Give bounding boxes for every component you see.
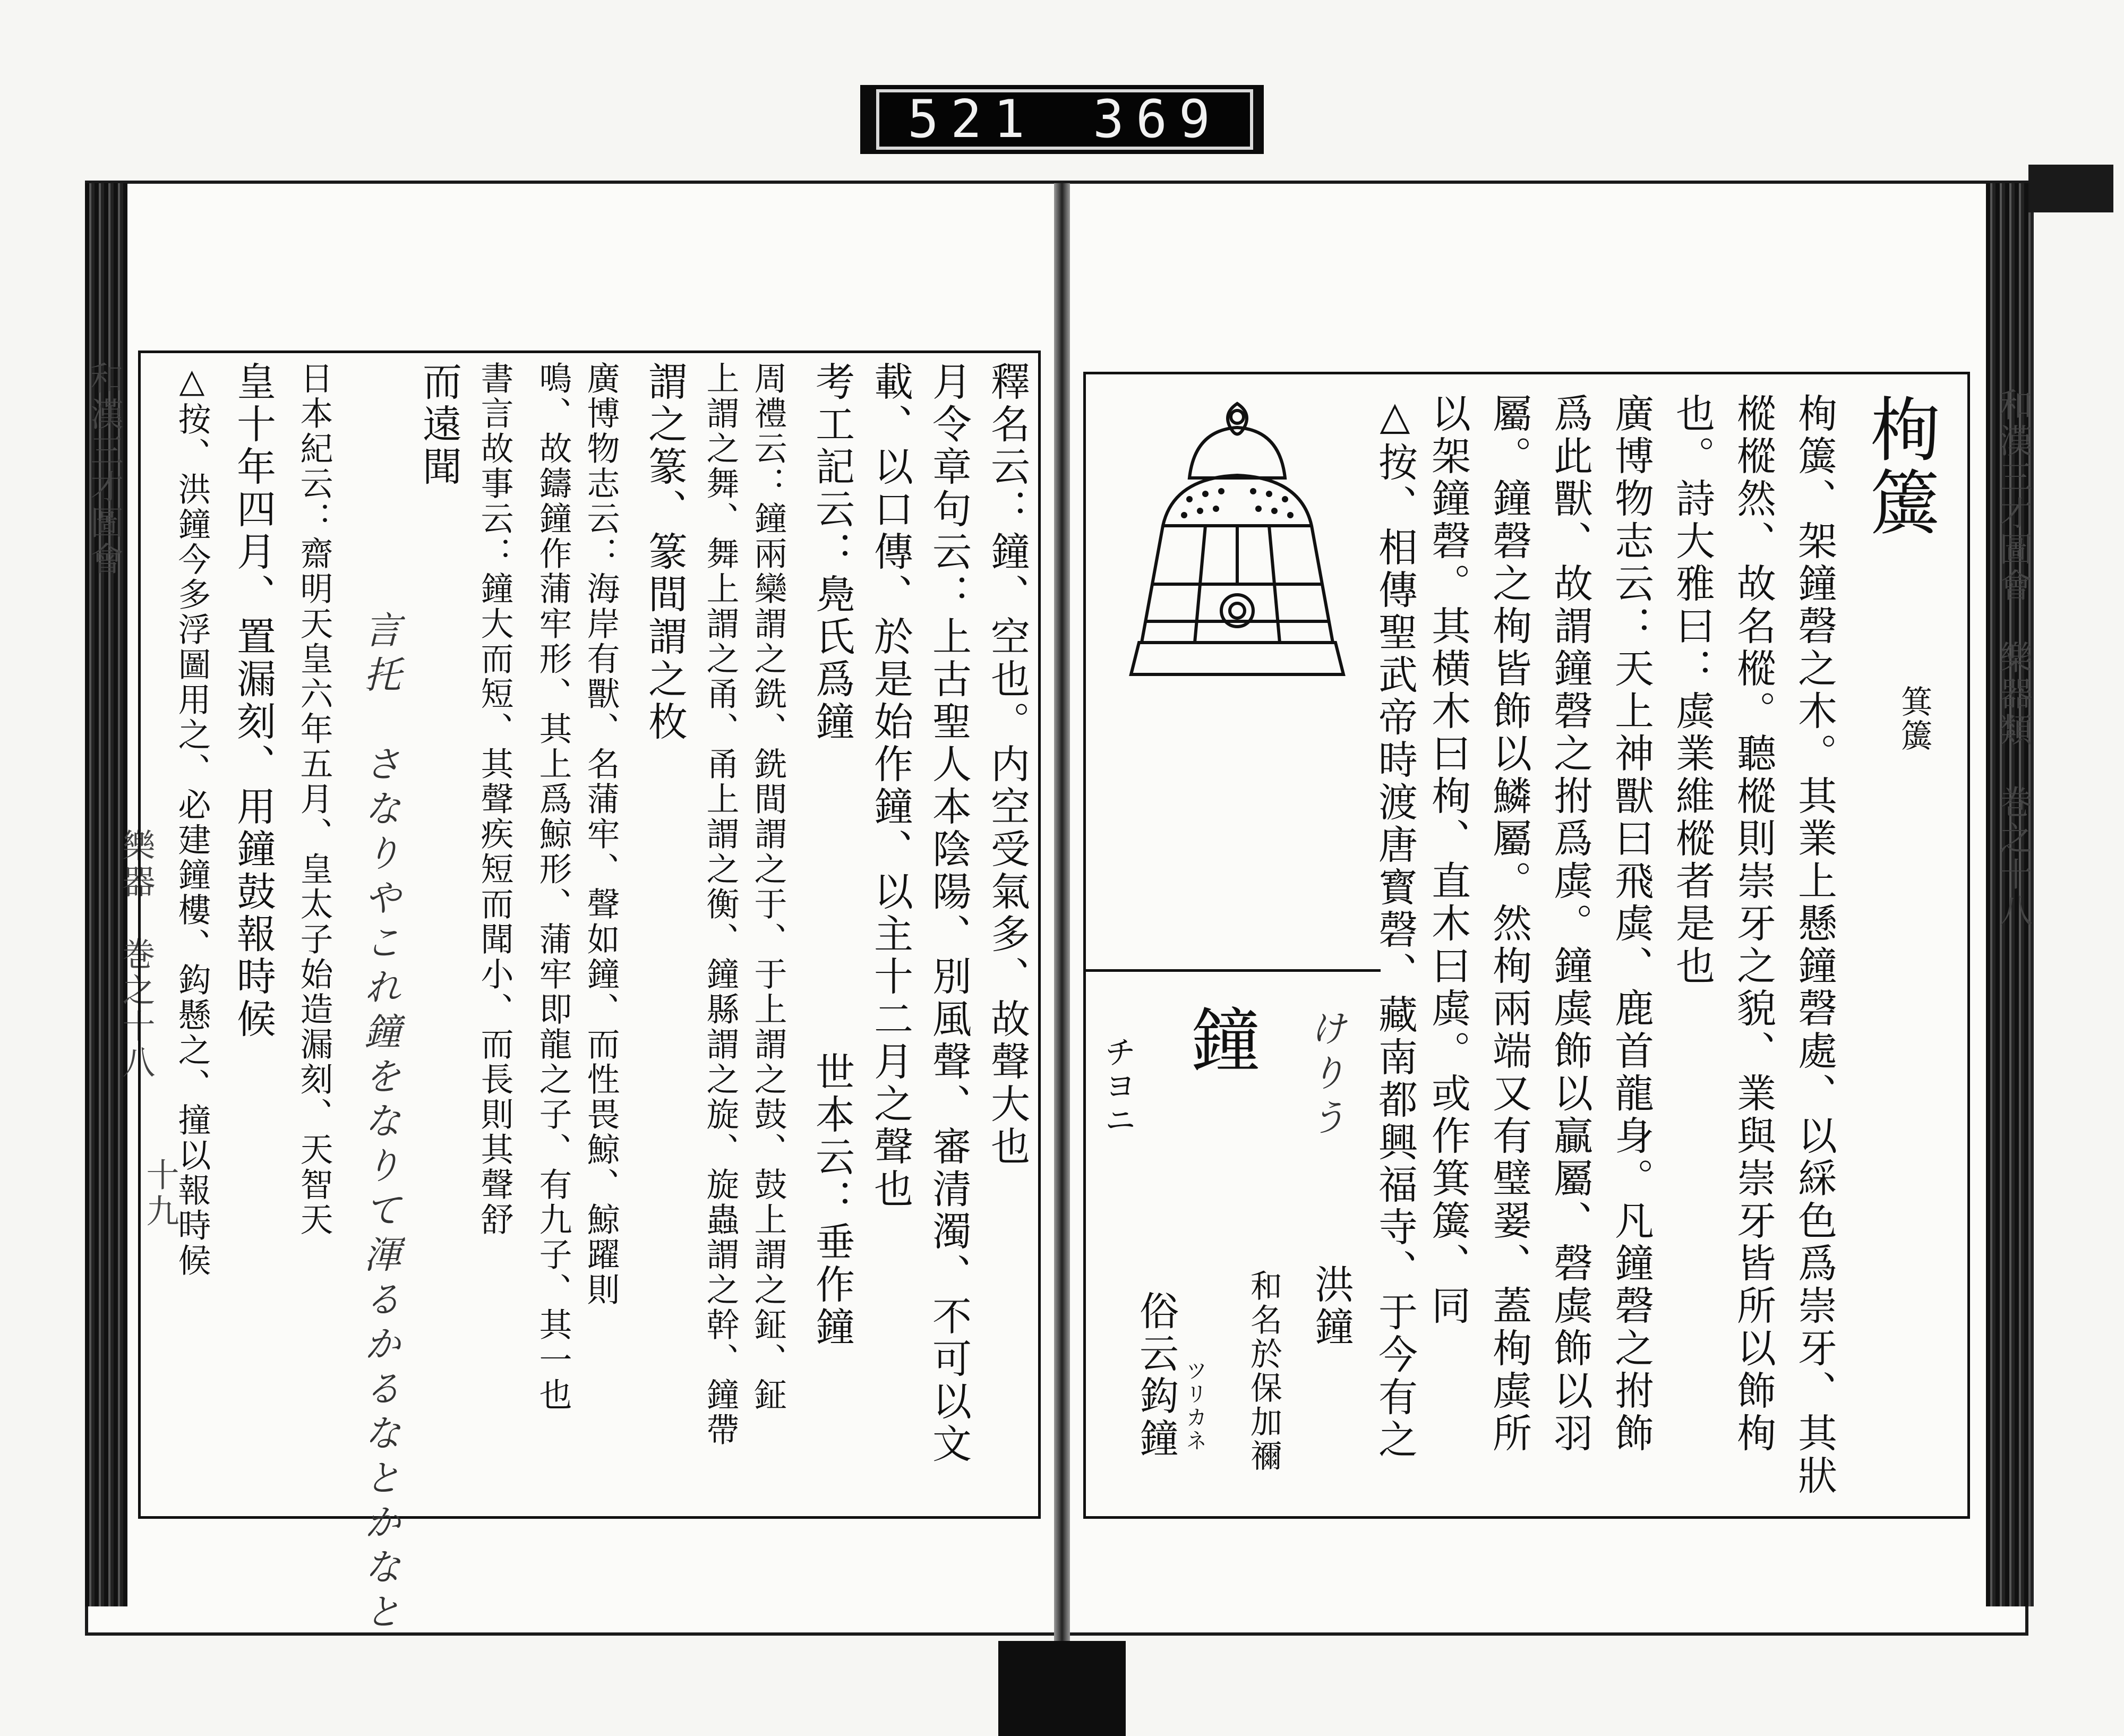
text-column: 屬。鐘磬之栒皆飾以鱗屬。然栒兩端又有璧翣、蓋栒虡所 — [1486, 393, 1532, 1455]
text-column: 鳴、故鑄鐘作蒲牢形、其上爲鯨形、蒲牢即龍之子、有九子、其一也 — [534, 361, 572, 1413]
bell-reading-handwritten: けりう — [1303, 1009, 1347, 1143]
text-column: 爲此獸、故謂鐘磬之拊爲虡。鐘虡飾以贏屬、磬虡飾以羽 — [1547, 393, 1593, 1455]
text-column: 月令章句云：上古聖人本陰陽、別風聲、審清濁、不可以文 — [926, 361, 972, 1466]
text-column: 釋名云：鐘、空也。内空受氣多、故聲大也 — [984, 361, 1030, 1168]
bell-katakana: チヨニ — [1099, 1036, 1136, 1138]
text-column: 也。詩大雅曰：虡業維樅者是也 — [1669, 393, 1715, 988]
text-column: 樅樅然、故名樅。聽樅則崇牙之貌、業與崇牙皆所以飾栒 — [1731, 393, 1776, 1455]
margin-title-right: 和漢三才圖會 樂器類 巻之十八 — [1994, 388, 2033, 929]
label-left-number: 521 — [907, 89, 1037, 150]
bell-name-hongzhong: 洪鐘 — [1308, 1264, 1354, 1349]
book-gutter — [1054, 183, 1070, 1736]
illustration-divider — [1083, 969, 1381, 972]
text-column: 皇十年四月、置漏刻、用鐘鼓報時候 — [230, 361, 276, 1041]
entry-heading: 栒簴 — [1858, 393, 1940, 540]
text-column: 廣博物志云：天上神獸曰飛虡、鹿首龍身。凡鐘磬之拊飾 — [1608, 393, 1654, 1455]
bell-icon — [1110, 393, 1365, 690]
text-column: 世本云：垂作鐘 — [809, 754, 855, 1349]
text-column: 日本紀云：齋明天皇六年五月、皇太子始造漏刻、天智天 — [295, 361, 333, 1237]
text-column: 以架鐘磬。其横木曰栒、直木曰虡。或作箕簴、同 — [1425, 393, 1471, 1328]
bell-wamei: 和名於保加禰 — [1245, 1269, 1282, 1473]
text-column: 書言故事云：鐘大而短、其聲疾短而聞小、而長則其聲舒 — [475, 361, 514, 1237]
page-corner — [2028, 165, 2113, 212]
film-label — [876, 89, 1253, 150]
text-column: 上謂之舞、舞上謂之甬、甬上謂之衡、鐘縣謂之旋、旋蟲謂之幹、鐘帶 — [701, 361, 740, 1448]
text-column: △按、相傳聖武帝時渡唐寳磬、藏南都興福寺、于今有之 — [1372, 393, 1418, 1461]
bell-title: 鐘 — [1178, 1004, 1260, 1077]
bell-ruby: ツリカネ — [1183, 1359, 1207, 1453]
margin-title-left: 和漢三才圖會 — [85, 361, 124, 578]
text-column: 載、以口傳、於是始作鐘、以主十二月之聲也 — [868, 361, 913, 1211]
handwritten-annotation: 言托 さなりやこれ鐘をなりて渾るかるなとかなと — [358, 611, 401, 1637]
text-column: 考工記云：鳧氏爲鐘 — [809, 361, 855, 743]
margin-page-number: 十九 — [141, 1158, 179, 1230]
text-column: 廣博物志云：海岸有獸、名蒲牢、聲如鐘、而性畏鯨、鯨躍則 — [581, 361, 620, 1307]
entry-heading-note: 箕簴 — [1896, 685, 1933, 753]
binding-clip — [998, 1641, 1126, 1736]
text-column: △按、洪鐘今多浮圖用之、必建鐘樓、鈎懸之、撞以報時候 — [173, 361, 211, 1278]
margin-volume-left: 樂器 巻之十八 — [117, 828, 156, 1081]
text-column: 栒簴、架鐘磬之木。其業上懸鐘磬處、以綵色爲崇牙、其狀 — [1792, 393, 1837, 1498]
label-right-number: 369 — [1092, 89, 1222, 150]
text-column: 周禮云：鐘兩欒謂之銑、銑間謂之于、于上謂之鼓、鼓上謂之鉦、鉦 — [749, 361, 787, 1413]
text-column: 而遠聞 — [416, 361, 462, 489]
text-column: 謂之篆、篆間謂之枚 — [642, 361, 688, 743]
bell-common-name: 俗云鈎鐘 — [1133, 1290, 1179, 1460]
